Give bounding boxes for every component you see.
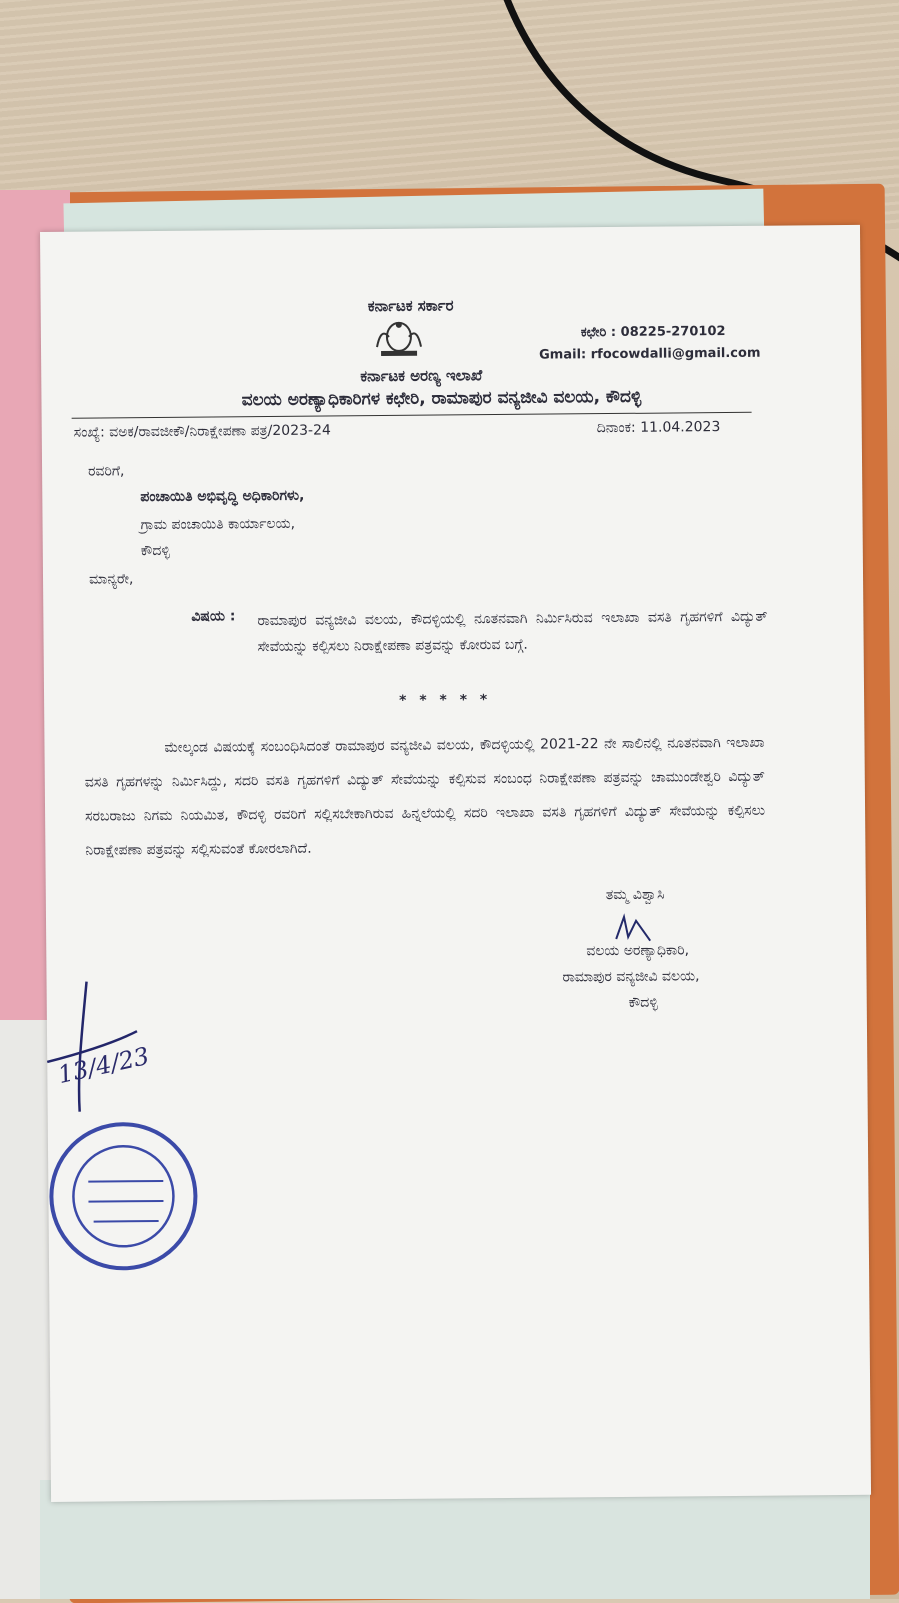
recipient-line-1: ಪಂಚಾಯಿತಿ ಅಭಿವೃದ್ಧಿ ಅಧಿಕಾರಿಗಳು, — [140, 487, 305, 506]
closing-line-2: ವಲಯ ಅರಣ್ಯಾಧಿಕಾರಿ, — [586, 942, 690, 960]
office-email: Gmail: rfocowdalli@gmail.com — [539, 345, 761, 363]
office-name: ವಲಯ ಅರಣ್ಯಾಧಿಕಾರಿಗಳ ಕಛೇರಿ, ರಾಮಾಪುರ ವನ್ಯಜೀವಿ ವಲಯ, ಕೌದಳ್ಳಿ — [241, 386, 642, 411]
closing-line-3: ರಾಮಾಪುರ ವನ್ಯಜೀವಿ ವಲಯ, — [562, 968, 700, 986]
department-name: ಕರ್ನಾಟಕ ಅರಣ್ಯ ಇಲಾಖೆ — [360, 366, 483, 386]
recipient-line-3: ಕೌದಳ್ಳಿ — [140, 542, 170, 560]
recipient-to: ರವರಿಗೆ, — [88, 463, 125, 480]
karnataka-emblem-icon — [371, 317, 427, 359]
subject-label: ವಿಷಯ : — [191, 608, 236, 625]
separator: * * * * * — [399, 692, 492, 709]
office-stamp-icon — [38, 1111, 209, 1282]
salutation: ಮಾನ್ಯರೇ, — [88, 571, 134, 588]
closing-line-1: ತಮ್ಮ ವಿಶ್ವಾಸಿ — [605, 886, 665, 904]
letter-date: ದಿನಾಂಕ: 11.04.2023 — [596, 419, 721, 437]
reference-number: ಸಂಖ್ಯೆ: ವಅಕ/ರಾವಜೀಕೌ/ನಿರಾಕ್ಷೇಪಣಾ ಪತ್ರ/2023-24 — [73, 422, 331, 441]
closing-line-4: ಕೌದಳ್ಳಿ — [628, 994, 658, 1011]
subject-text: ರಾಮಾಪುರ ವನ್ಯಜೀವಿ ವಲಯ, ಕೌದಳ್ಳಿಯಲ್ಲಿ ನೂತನವಾಗಿ ನಿರ್ಮಿಸಿರುವ ಇಲಾಖಾ ವಸತಿ ಗೃಹಗಳಿಗೆ ವಿದ್ಯುತ್ ಸೇವೆಯನ್ನು ಕಲ್ಪಿಸಲು ನಿರಾಕ್ಷೇಪಣಾ ಪತ್ರವನ್ನು ಕೋರುವ ಬಗ್ಗೆ. — [257, 608, 768, 656]
recipient-line-2: ಗ್ರಾಮ ಪಂಚಾಯಿತಿ ಕಾರ್ಯಾಲಯ, — [140, 515, 296, 534]
letter-page — [40, 225, 871, 1502]
header-divider — [72, 412, 752, 419]
handwritten-date: 13/4/23 — [55, 1041, 152, 1090]
government-heading: ಕರ್ನಾಟಕ ಸರ್ಕಾರ — [367, 296, 454, 316]
letter-body: ಮೇಲ್ಕಂಡ ವಿಷಯಕ್ಕೆ ಸಂಬಂಧಿಸಿದಂತೆ ರಾಮಾಪುರ ವನ್ಯಜೀವಿ ವಲಯ, ಕೌದಳ್ಳಿಯಲ್ಲಿ 2021-22 ನೇ ಸಾಲಿನಲ್ಲಿ ನೂತನವಾಗಿ ಇಲಾಖಾ ವಸತಿ ಗೃಹಗಳನ್ನು ನಿರ್ಮಿಸಿದ್ದು, ಸದರಿ ವಸತಿ ಗೃಹಗಳಿಗೆ ವಿದ್ಯುತ್ ಸೇವೆಯನ್ನು ಕಲ್ಪಿಸುವ ಸಂಬಂಧ ನಿರಾಕ್ಷೇಪಣಾ ಪತ್ರವನ್ನು ಚಾಮುಂಡೇಶ್ವರಿ ವಿದ್ಯುತ್ ಸರಬರಾಜು ನಿಗಮ ನಿಯಮಿತ, ಕೌದಳ್ಳಿ ರವರಿಗೆ ಸಲ್ಲಿಸಬೇಕಾಗಿರುವ ಹಿನ್ನಲೆಯಲ್ಲಿ ಸದರಿ ಇಲಾಖಾ ವಸತಿ ಗೃಹಗಳಿಗೆ ವಿದ್ಯುತ್ ಸೇವೆಯನ್ನು ಕಲ್ಪಿಸಲು ನಿರಾಕ್ಷೇಪಣಾ ಪತ್ರವನ್ನು ಸಲ್ಲಿಸುವಂತೆ ಕೋರಲಾಗಿದೆ. — [84, 734, 766, 859]
office-phone: ಕಛೇರಿ : 08225-270102 — [580, 324, 726, 341]
